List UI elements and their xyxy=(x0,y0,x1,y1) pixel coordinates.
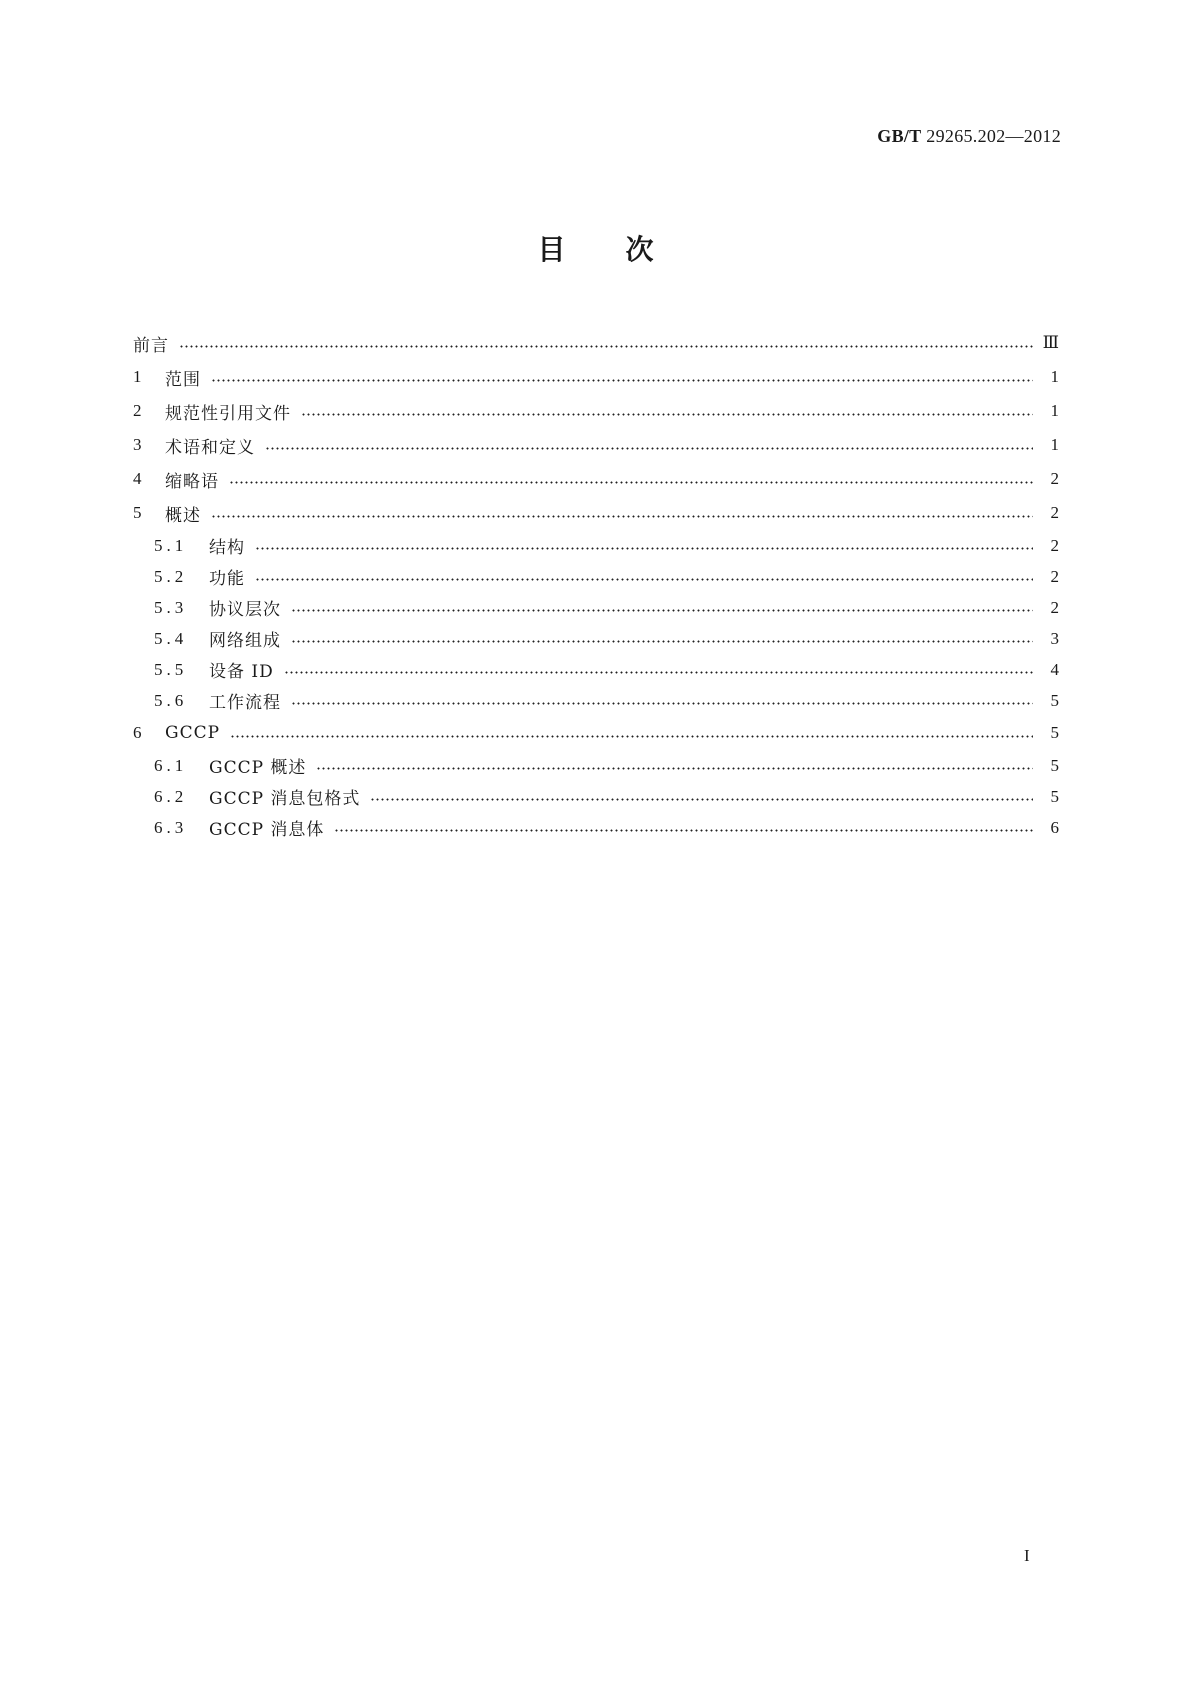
toc-entry[interactable] xyxy=(133,592,1059,623)
toc-entry-label: 设备 ID xyxy=(209,662,274,682)
toc-entry-number: 4 xyxy=(133,469,146,488)
toc-entry-number: 1 xyxy=(133,367,146,386)
toc-entry-label: 前言 xyxy=(133,335,169,356)
toc-entry-label: 协议层次 xyxy=(209,600,281,620)
toc-entry-label: 缩略语 xyxy=(165,471,219,492)
toc-entry[interactable] xyxy=(133,530,1059,561)
toc-dot-leader xyxy=(284,671,1033,674)
toc-entry-label: 概述 xyxy=(165,505,201,526)
toc-dot-leader xyxy=(291,702,1033,705)
toc-entry-number: 6.3 xyxy=(154,817,188,837)
toc-entry-label: GCCP 消息体 xyxy=(209,820,325,840)
toc-entry-number: 3 xyxy=(133,435,146,454)
standard-code-header xyxy=(877,126,1061,147)
toc-entry-page: 1 xyxy=(1050,435,1059,454)
toc-entry[interactable] xyxy=(133,561,1059,592)
toc-entry[interactable] xyxy=(133,326,1059,360)
toc-entry[interactable] xyxy=(133,360,1059,394)
toc-entry-page: 2 xyxy=(1050,469,1059,488)
toc-entry-page: 6 xyxy=(1050,817,1059,837)
toc-entry-label: 范围 xyxy=(165,369,201,390)
toc-entry[interactable] xyxy=(133,654,1059,685)
toc-entry-page: 3 xyxy=(1050,628,1059,648)
table-of-contents xyxy=(133,326,1059,843)
toc-dot-leader xyxy=(265,447,1033,450)
toc-entry-number: 5 xyxy=(133,503,146,522)
toc-entry-page: 2 xyxy=(1050,566,1059,586)
toc-entry-number: 6.2 xyxy=(154,786,188,806)
toc-entry-page: 2 xyxy=(1050,503,1059,522)
toc-entry-label: GCCP 消息包格式 xyxy=(209,789,361,809)
toc-entry-label: 结构 xyxy=(209,538,245,558)
toc-entry[interactable] xyxy=(133,462,1059,496)
toc-entry-number: 6 xyxy=(133,723,146,742)
toc-dot-leader xyxy=(334,829,1033,832)
page-number: I xyxy=(1024,1546,1030,1565)
toc-dot-leader xyxy=(211,379,1033,382)
toc-dot-leader xyxy=(179,345,1033,348)
toc-entry-page: 2 xyxy=(1050,535,1059,555)
toc-entry-page: 2 xyxy=(1050,597,1059,617)
toc-entry-number: 5.6 xyxy=(154,690,188,710)
toc-entry-label: 术语和定义 xyxy=(165,437,255,458)
toc-entry-page: 5 xyxy=(1050,723,1059,742)
standard-number: 29265.202—2012 xyxy=(926,126,1061,146)
toc-entry-page: 1 xyxy=(1050,367,1059,386)
toc-entry[interactable] xyxy=(133,812,1059,843)
toc-entry-page: 1 xyxy=(1050,401,1059,420)
toc-entry[interactable] xyxy=(133,781,1059,812)
toc-entry-label: 功能 xyxy=(209,569,245,589)
toc-entry-label: GCCP 概述 xyxy=(209,758,307,778)
toc-dot-leader xyxy=(291,609,1033,612)
toc-entry-number: 6.1 xyxy=(154,755,188,775)
toc-entry[interactable] xyxy=(133,496,1059,530)
toc-entry[interactable] xyxy=(133,750,1059,781)
toc-dot-leader xyxy=(255,547,1033,550)
toc-entry-page: 5 xyxy=(1050,690,1059,710)
toc-entry-page: 5 xyxy=(1050,755,1059,775)
toc-entry-number: 5.5 xyxy=(154,659,188,679)
toc-entry[interactable] xyxy=(133,394,1059,428)
standard-prefix: GB/T xyxy=(877,126,922,146)
toc-dot-leader xyxy=(229,481,1033,484)
toc-dot-leader xyxy=(291,640,1033,643)
toc-dot-leader xyxy=(211,515,1033,518)
toc-entry-label: 网络组成 xyxy=(209,631,281,651)
toc-entry-number: 5.3 xyxy=(154,597,188,617)
toc-entry[interactable] xyxy=(133,623,1059,654)
toc-entry-page: 5 xyxy=(1050,786,1059,806)
toc-entry[interactable] xyxy=(133,685,1059,716)
toc-entry-page: Ⅲ xyxy=(1042,333,1059,352)
toc-entry-number: 5.4 xyxy=(154,628,188,648)
toc-dot-leader xyxy=(316,767,1033,770)
toc-entry[interactable] xyxy=(133,428,1059,462)
toc-entry-label: 规范性引用文件 xyxy=(165,403,291,424)
toc-dot-leader xyxy=(230,735,1033,738)
toc-dot-leader xyxy=(301,413,1033,416)
toc-title: 目次 xyxy=(537,233,714,266)
toc-entry-label: GCCP xyxy=(165,723,221,743)
toc-dot-leader xyxy=(255,578,1033,581)
toc-entry-page: 4 xyxy=(1050,659,1059,679)
toc-entry-label: 工作流程 xyxy=(209,693,281,713)
toc-entry-number: 2 xyxy=(133,401,146,420)
toc-dot-leader xyxy=(370,798,1033,801)
toc-entry[interactable] xyxy=(133,716,1059,750)
toc-entry-number: 5.1 xyxy=(154,535,188,555)
toc-entry-number: 5.2 xyxy=(154,566,188,586)
